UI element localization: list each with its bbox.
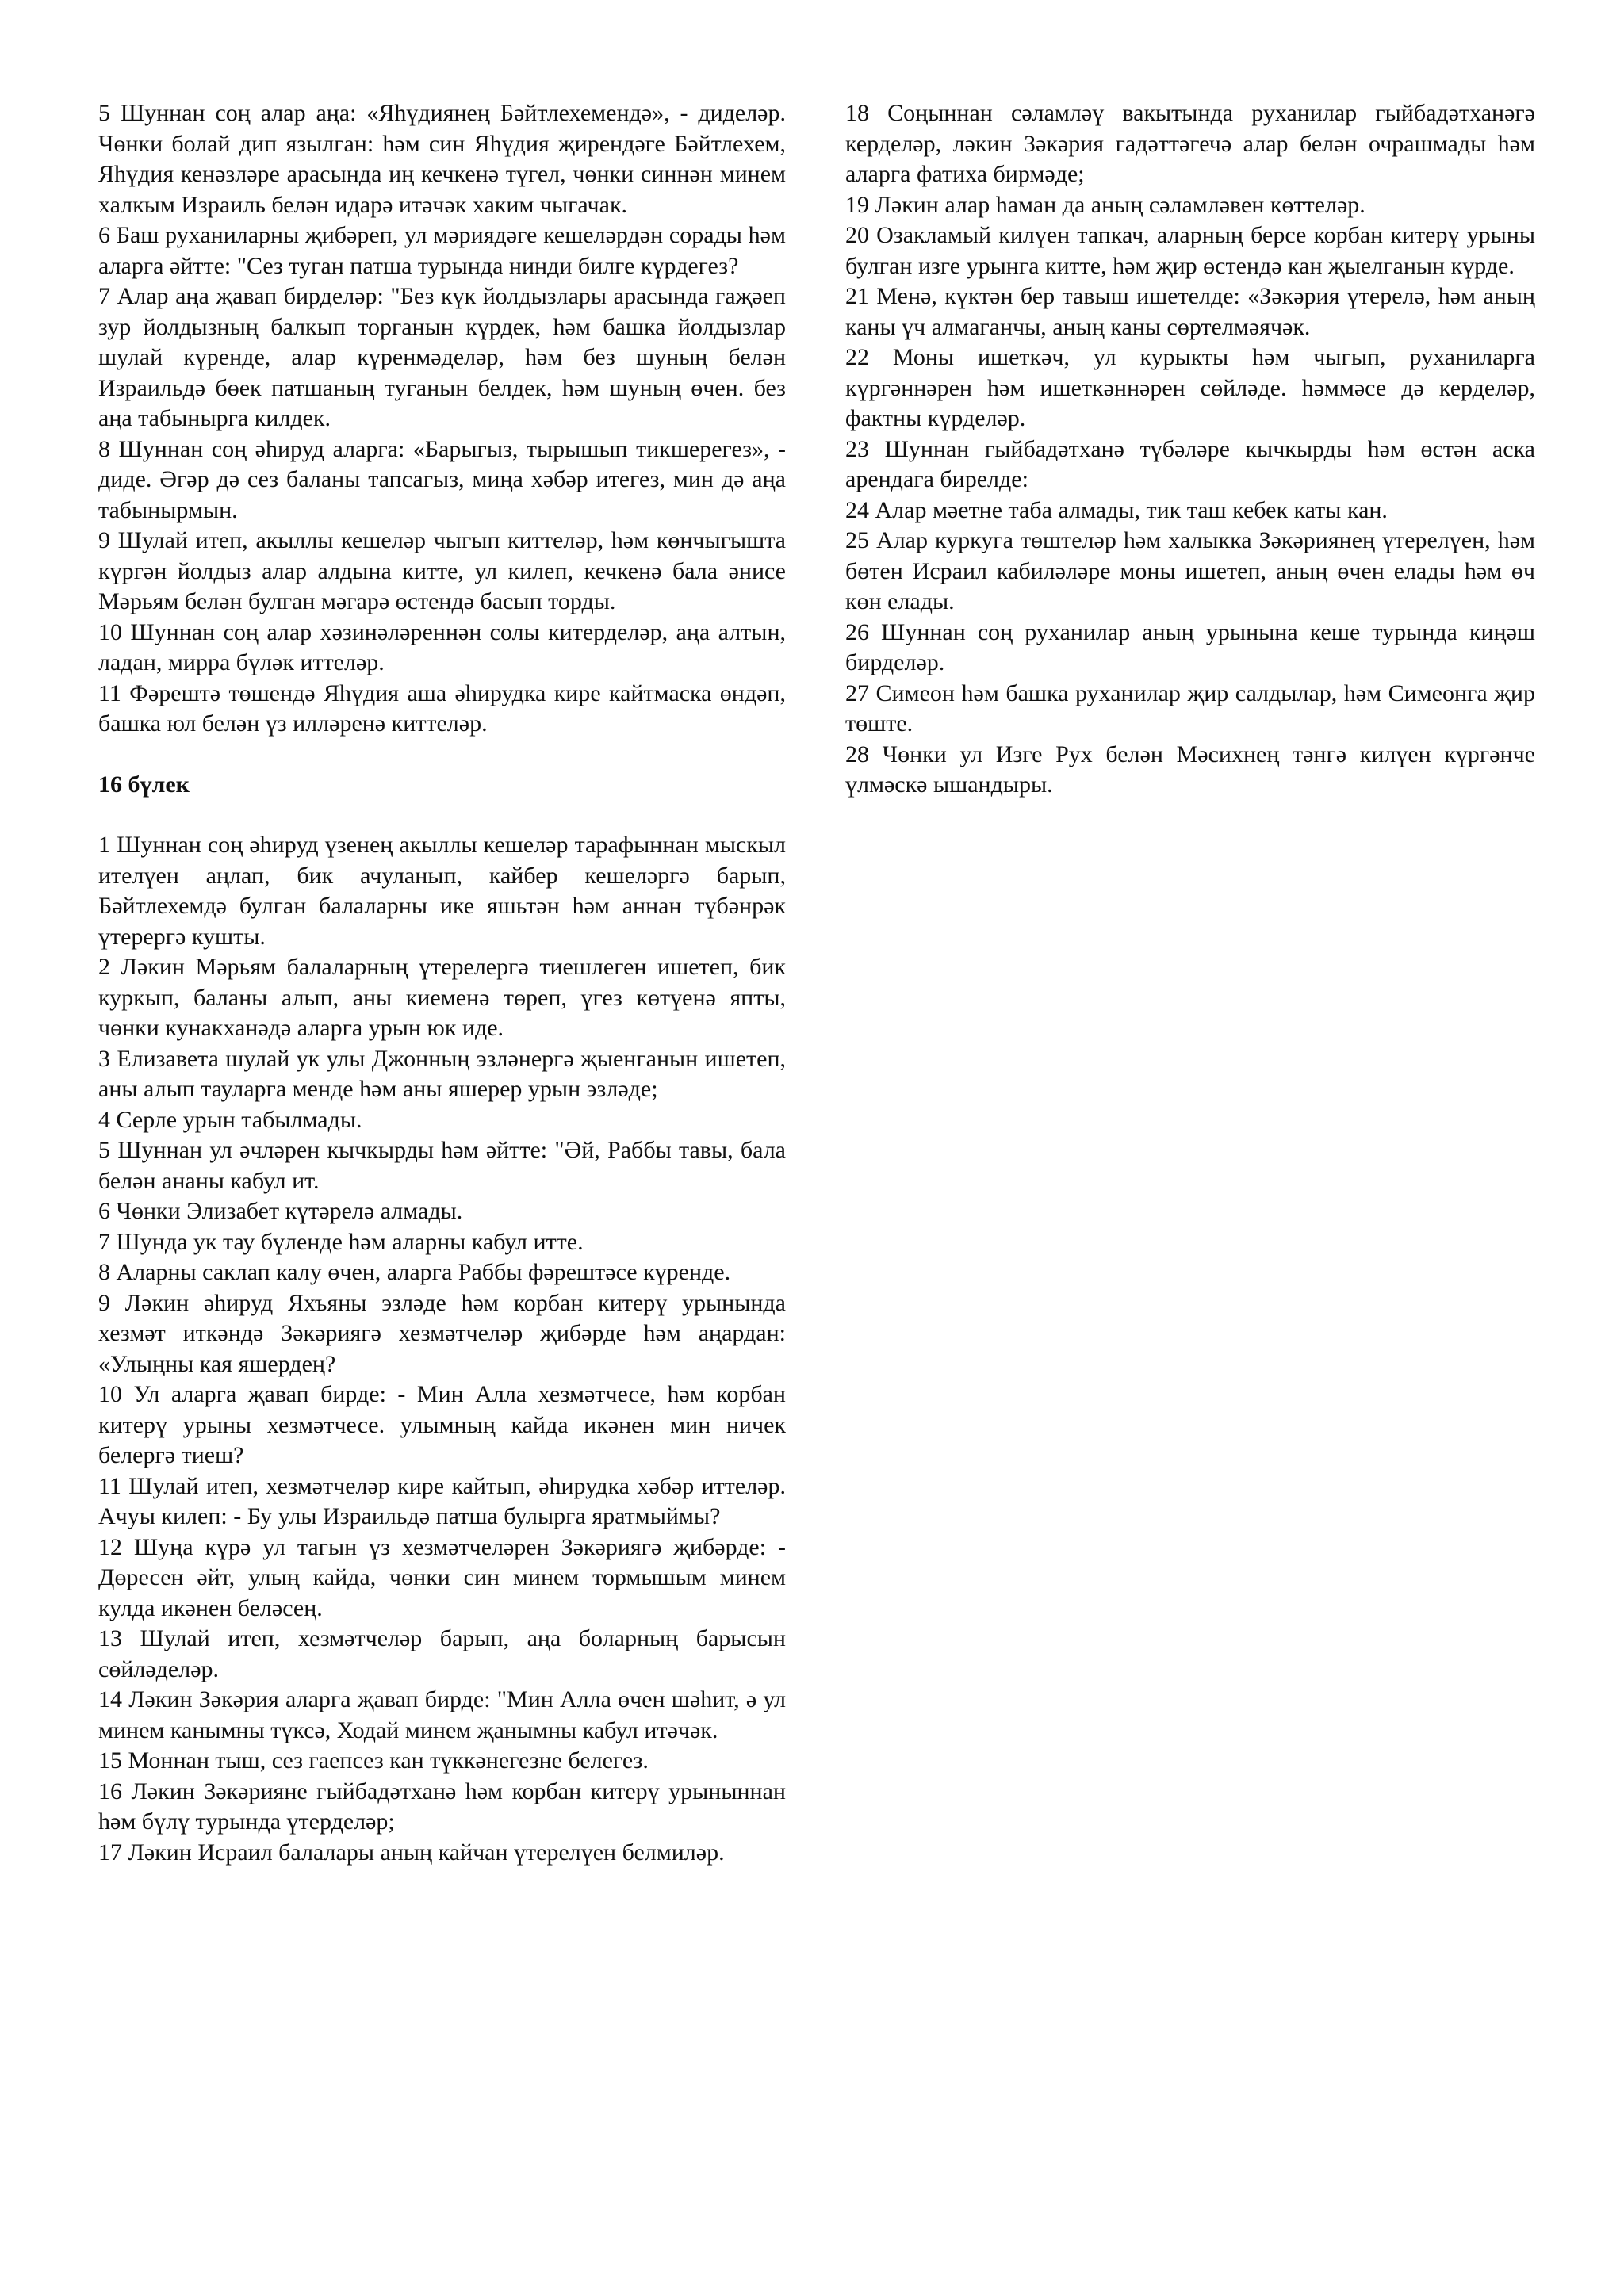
verse-paragraph: 19 Ләкин алар һаман да аның сәламләвен көттеләр. xyxy=(845,191,1365,218)
verse-paragraph: 9 Ләкин әһируд Яхъяны эзләде һәм корбан китерү урынында хезмәт иткәндә Зәкәриягә хезмәтчеләр җибәрде һәм аңардан: «Улыңны кая яшердең? xyxy=(98,1289,786,1377)
verse-paragraph: 8 Аларны саклап калу өчен, аларга Раббы фәрештәсе күренде. xyxy=(98,1259,731,1285)
verse-paragraph: 21 Менә, күктән бер тавыш ишетелде: «Зәкәрия үтерелә, һәм аның каны үч алмаганчы, аның каны сөртелмәячәк. xyxy=(845,283,1535,340)
verse-paragraph: 23 Шуннан гыйбадәтханә түбәләре кычкырды һәм өстән аска арендага бирелде: xyxy=(845,435,1535,492)
verse-paragraph: 20 Озакламый килүен тапкач, аларның берсе корбан китерү урыны булган изге урынга китте, һәм җир өстендә кан җыелганын күрде. xyxy=(845,222,1535,279)
verse-paragraph: 3 Елизавета шулай ук улы Джонның эзләнергә җыенганын ишетеп, аны алып тауларга менде һәм аны яшерер урын эзләде; xyxy=(98,1045,786,1102)
verse-paragraph: 22 Моны ишеткәч, ул курыкты һәм чыгып, руханиларга күргәннәрен һәм ишеткәннәрен сөйләде. һәммәсе дә керделәр, фактны күрделәр. xyxy=(845,344,1535,431)
verse-paragraph: 5 Шуннан соң алар аңа: «Яһүдиянең Бәйтлехемендә», - диделәр. Чөнки болай дип язылган: һәм син Яһүдия җирендәге Бәйтлехем, Яһүдия кенәзләре арасында иң кечкенә түгел, чөнки синнән минем халкым Израиль белән идарә итәчәк хаким чыгачак. xyxy=(98,100,786,218)
verse-paragraph: 6 Баш руханиларны җибәреп, ул мәриядәге кешеләрдән сорады һәм аларга әйтте: "Сез туган патша турында нинди билге күрдегез? xyxy=(98,222,786,279)
verse-paragraph: 5 Шуннан ул әчләрен кычкырды һәм әйтте: "Әй, Раббы тавы, бала белән ананы кабул ит. xyxy=(98,1137,786,1194)
verse-paragraph: 6 Чөнки Элизабет күтәрелә алмады. xyxy=(98,1198,463,1224)
left-column xyxy=(98,98,786,1868)
verse-paragraph: 17 Ләкин Исраил балалары аның кайчан үтерелүен белмиләр. xyxy=(98,1839,725,1866)
verse-paragraph: 10 Шуннан соң алар хәзинәләреннән солы китерделәр, аңа алтын, ладан, мирра бүләк иттеләр. xyxy=(98,618,786,675)
verse-paragraph: 7 Алар аңа җавап бирделәр: "Без күк йолдызлары арасында гаҗәеп зур йолдызның балкып торганын күрдек, һәм башка йолдызлар шулай күренде, алар күренмәделәр, һәм без шуның белән Израильдә бөек патшаның туганын белдек, һәм шуның өчен. без аңа табынырга килдек. xyxy=(98,283,786,431)
verse-paragraph: 9 Шулай итеп, акыллы кешеләр чыгып киттеләр, һәм көнчыгышта күргән йолдыз алар алдына китте, ул килеп, кечкенә бала әнисе Мәрьям белән булган мәгарә өстендә басып торды. xyxy=(98,527,786,614)
chapter-heading: 16 бүлек xyxy=(98,771,190,798)
verse-paragraph: 13 Шулай итеп, хезмәтчеләр барып, аңа боларның барысын сөйләделәр. xyxy=(98,1625,786,1682)
verse-paragraph: 2 Ләкин Мәрьям балаларның үтерелергә тиешлеген ишетеп, бик куркып, баланы алып, аны киеменә төреп, үгез көтүенә япты, чөнки кунакханәдә аларга урын юк иде. xyxy=(98,954,786,1041)
verse-paragraph: 7 Шунда ук тау бүленде һәм аларны кабул итте. xyxy=(98,1228,584,1255)
verse-paragraph: 16 Ләкин Зәкәрияне гыйбадәтханә һәм корбан китерү урыныннан һәм бүлү турында үтерделәр; xyxy=(98,1777,786,1835)
verse-paragraph: 8 Шуннан соң әһируд аларга: «Барыгыз, тырышып тикшерегез», - диде. Әгәр дә сез баланы тапсагыз, миңа хәбәр итегез, мин дә аңа табынырмын. xyxy=(98,435,786,523)
verse-paragraph: 18 Соңыннан сәламләү вакытында руханилар гыйбадәтханәгә керделәр, ләкин Зәкәрия гадәттәгечә алар белән очрашмады һәм аларга фатиха бирмәде; xyxy=(845,100,1535,187)
verse-paragraph: 24 Алар мәетне таба алмады, тик таш кебек каты кан. xyxy=(845,496,1388,523)
verse-paragraph: 28 Чөнки ул Изге Рух белән Мәсихнең тәнгә килүен күргәнче үлмәскә ышандыры. xyxy=(845,740,1535,798)
verse-paragraph: 26 Шуннан соң руханилар аның урынына кеше турында киңәш бирделәр. xyxy=(845,618,1535,675)
right-column xyxy=(845,98,1535,801)
verse-paragraph: 10 Ул аларга җавап бирде: - Мин Алла хезмәтчесе, һәм корбан китерү урыны хезмәтчесе. улымның кайда икәнен мин ничек белергә тиеш? xyxy=(98,1381,786,1468)
verse-paragraph: 27 Симеон һәм башка руханилар җир салдылар, һәм Симеонга җир төште. xyxy=(845,679,1535,737)
verse-paragraph: 25 Алар куркуга төштеләр һәм халыкка Зәкәриянең үтерелүен, һәм бөтен Исраил кабиләләре моны ишетеп, аның өчен елады һәм өч көн елады. xyxy=(845,527,1535,614)
verse-paragraph: 1 Шуннан соң әһируд үзенең акыллы кешеләр тарафыннан мыскыл ителүен аңлап, бик ачуланып, кайбер кешеләргә барып, Бәйтлехемдә булган балаларны ике яшьтән һәм аннан түбәнрәк үтерергә кушты. xyxy=(98,832,786,950)
verse-paragraph: 14 Ләкин Зәкәрия аларга җавап бирде: "Мин Алла өчен шәһит, ә ул минем канымны түксә, Ходай минем җанымны кабул итәчәк. xyxy=(98,1686,786,1743)
verse-paragraph: 11 Шулай итеп, хезмәтчеләр кире кайтып, әһирудка хәбәр иттеләр. Ачуы килеп: - Бу улы Израильдә патша булырга яратмыймы? xyxy=(98,1472,786,1529)
verse-paragraph: 12 Шуңа күрә ул тагын үз хезмәтчеләрен Зәкәриягә җибәрде: - Дөресен әйт, улың кайда, чөнки син минем тормышым минем кулда икәнен беләсең. xyxy=(98,1533,786,1621)
verse-paragraph: 4 Серле урын табылмады. xyxy=(98,1106,362,1133)
verse-paragraph: 15 Моннан тыш, сез гаепсез кан түккәнегезне белегез. xyxy=(98,1747,649,1774)
verse-paragraph: 11 Фәрештә төшендә Яһүдия аша әһирудка кире кайтмаска өндәп, башка юл белән үз илләренә киттеләр. xyxy=(98,679,786,737)
